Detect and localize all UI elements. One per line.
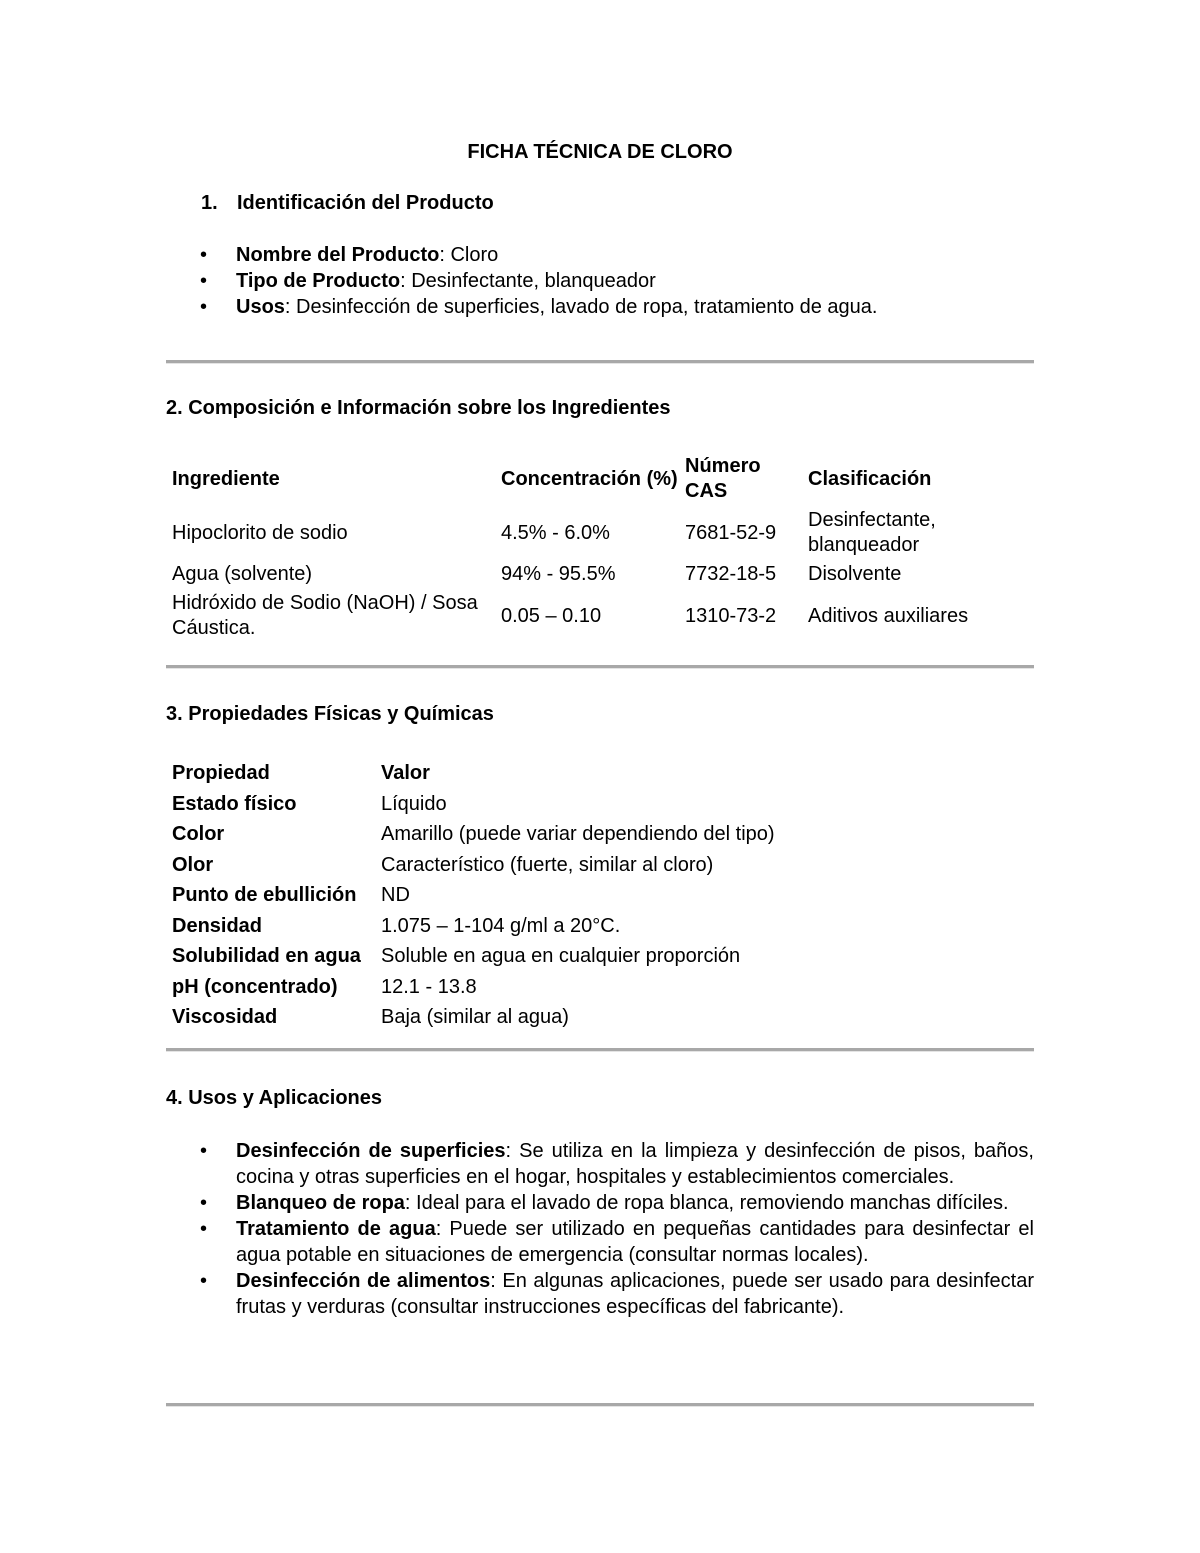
- list-item: • Desinfección de alimentos: En algunas aplicaciones, puede ser usado para desinfectar frutas y verduras (consultar instrucciones específicas del fabricante).: [200, 1270, 1034, 1318]
- table-cell: Hidróxido de Sodio (NaOH) / Sosa Cáustica.: [172, 592, 478, 639]
- table-row: [172, 972, 881, 1003]
- table-row: [172, 911, 881, 942]
- divider: [166, 1048, 1034, 1052]
- properties-table: [172, 758, 881, 1033]
- uses-list: [166, 1138, 1034, 1320]
- document-title: FICHA TÉCNICA DE CLORO: [467, 141, 733, 163]
- table-row: [172, 560, 1002, 589]
- table-row: [172, 819, 881, 850]
- table-cell: 7681-52-9: [685, 521, 777, 544]
- column-header: Número CAS: [685, 455, 761, 502]
- property-value: 1.075 – 1-104 g/ml a 20°C.: [381, 914, 621, 937]
- table-header-row: [172, 758, 881, 789]
- property-value: Baja (similar al agua): [381, 1006, 569, 1028]
- table-cell: 94% - 95.5%: [501, 563, 616, 585]
- section-1-heading: [201, 192, 494, 215]
- list-item: • Nombre del Producto: Cloro: [200, 244, 499, 266]
- table-row: [172, 506, 1002, 560]
- section-2-heading: 2. Composición e Información sobre los Ingredientes: [166, 397, 671, 419]
- property-value: ND: [381, 884, 410, 906]
- list-item: • Blanqueo de ropa: Ideal para el lavado de ropa blanca, removiendo manchas difíciles.: [200, 1192, 1009, 1214]
- table-row: [172, 1002, 881, 1033]
- list-item: • Desinfección de superficies: Se utiliza en la limpieza y desinfección de pisos, baños, cocina y otras superficies en el hogar, hospitales y establecimientos comerciales.: [200, 1140, 1034, 1188]
- bullet-icon: •: [200, 296, 208, 318]
- table-cell: Disolvente: [808, 563, 902, 585]
- column-header: Ingrediente: [172, 467, 280, 490]
- table-header-row: [172, 452, 1002, 506]
- product-id-list: [166, 242, 1034, 320]
- list-item: • Tratamiento de agua: Puede ser utilizado en pequeñas cantidades para desinfectar el agua potable en situaciones de emergencia (consultar normas locales).: [200, 1218, 1034, 1266]
- bullet-icon: •: [200, 1192, 208, 1214]
- table-row: [172, 589, 1002, 643]
- column-header: Concentración (%): [501, 467, 678, 490]
- property-value: Característico (fuerte, similar al cloro): [381, 853, 714, 876]
- property-name: Viscosidad: [172, 1006, 278, 1028]
- column-header: Valor: [381, 762, 430, 784]
- property-value: Amarillo (puede variar dependiendo del tipo): [381, 823, 775, 845]
- ingredients-table: [172, 452, 1002, 643]
- property-name: Solubilidad en agua: [172, 945, 361, 967]
- property-name: Olor: [172, 853, 214, 876]
- table-cell: Desinfectante, blanqueador: [808, 509, 936, 556]
- list-item: • Usos: Desinfección de superficies, lavado de ropa, tratamiento de agua.: [200, 296, 878, 318]
- table-cell: Agua (solvente): [172, 563, 313, 585]
- bullet-icon: •: [200, 244, 208, 266]
- bullet-icon: •: [200, 270, 208, 292]
- bullet-icon: •: [200, 1270, 208, 1292]
- property-value: Líquido: [381, 792, 447, 815]
- column-header: Clasificación: [808, 467, 932, 490]
- table-cell: Hipoclorito de sodio: [172, 521, 348, 544]
- list-item: • Tipo de Producto: Desinfectante, blanqueador: [200, 270, 656, 292]
- table-cell: Aditivos auxiliares: [808, 604, 969, 627]
- table-row: [172, 941, 881, 972]
- table-row: [172, 880, 881, 911]
- column-header: Propiedad: [172, 762, 270, 784]
- table-cell: 4.5% - 6.0%: [501, 521, 610, 544]
- bullet-icon: •: [200, 1140, 208, 1162]
- divider: [166, 665, 1034, 669]
- bullet-icon: •: [200, 1218, 208, 1240]
- property-name: Punto de ebullición: [172, 884, 357, 906]
- section-1-title: Identificación del Producto: [237, 192, 494, 214]
- table-cell: 1310-73-2: [685, 604, 777, 627]
- divider: [166, 360, 1034, 364]
- property-name: Estado físico: [172, 792, 297, 815]
- table-row: [172, 850, 881, 881]
- divider: [166, 1403, 1034, 1407]
- property-value: Soluble en agua en cualquier proporción: [381, 945, 741, 967]
- section-3-heading: 3. Propiedades Físicas y Químicas: [166, 703, 494, 725]
- property-value: 12.1 - 13.8: [381, 975, 477, 998]
- section-1-number: 1.: [201, 192, 218, 214]
- property-name: pH (concentrado): [172, 975, 338, 998]
- table-row: [172, 789, 881, 820]
- property-name: Densidad: [172, 914, 263, 937]
- table-cell: 7732-18-5: [685, 563, 777, 585]
- property-name: Color: [172, 823, 225, 845]
- section-4-heading: 4. Usos y Aplicaciones: [166, 1087, 383, 1109]
- table-cell: 0.05 – 0.10: [501, 604, 602, 627]
